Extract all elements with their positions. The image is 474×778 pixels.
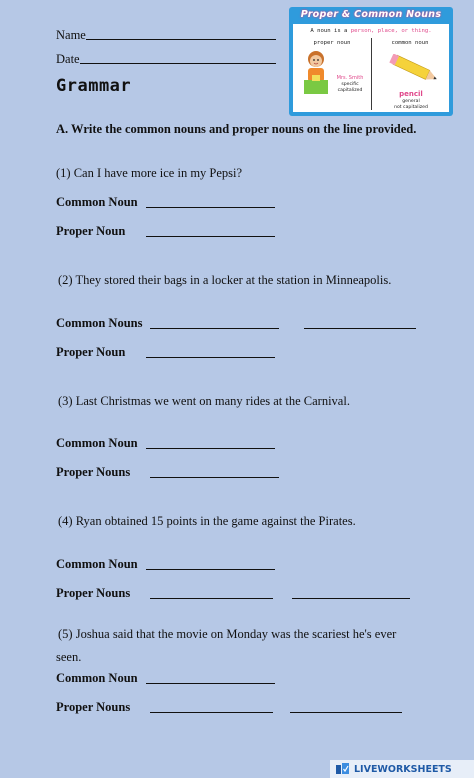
question-1-common-label: Common Noun	[56, 195, 138, 209]
nouns-poster	[289, 7, 453, 116]
question-3-common-label: Common Noun	[56, 436, 138, 450]
question-2-sentence: (2) They stored their bags in a locker at the station in Minneapolis.	[58, 273, 392, 287]
question-4-common-label: Common Noun	[56, 557, 138, 571]
question-4-sentence: (4) Ryan obtained 15 points in the game against the Pirates.	[58, 514, 356, 528]
question-3-sentence: (3) Last Christmas we went on many rides at the Carnival.	[58, 394, 350, 408]
question-2-common-label: Common Nouns	[56, 316, 143, 330]
question-4-common-answer[interactable]	[146, 569, 275, 570]
question-5-proper-answer-2[interactable]	[290, 712, 402, 713]
name-field[interactable]	[86, 39, 276, 40]
question-5-sentence-line-2: seen.	[56, 650, 82, 664]
liveworksheets-logo-icon	[336, 763, 350, 775]
poster-proper-desc-2: capitalized	[337, 88, 363, 93]
question-5-proper-label: Proper Nouns	[56, 700, 131, 714]
question-4-proper-label: Proper Nouns	[56, 586, 131, 600]
poster-title: Proper & Common Nouns	[300, 9, 442, 20]
poster-definition-prefix: A noun is a	[310, 28, 351, 34]
liveworksheets-brand: LIVEWORKSHEETS	[354, 763, 452, 775]
question-4-proper-answer-2[interactable]	[292, 598, 410, 599]
question-1-common-answer[interactable]	[146, 207, 275, 208]
question-1-proper-label: Proper Noun	[56, 224, 126, 238]
poster-card	[293, 24, 449, 112]
question-2-common-answer-2[interactable]	[304, 328, 416, 329]
question-2-proper-label: Proper Noun	[56, 345, 126, 359]
question-5-common-label: Common Noun	[56, 671, 138, 685]
poster-common-heading: common noun	[391, 40, 429, 46]
poster-proper-desc-1: specific	[341, 82, 359, 87]
question-5-proper-answer-1[interactable]	[150, 712, 273, 713]
question-1-proper-answer[interactable]	[146, 236, 275, 237]
pencil-icon	[389, 54, 441, 84]
poster-proper-example: Mrs. Smith	[336, 75, 364, 81]
poster-common-desc-1: general	[402, 99, 420, 104]
question-2-common-answer-1[interactable]	[150, 328, 279, 329]
question-3-proper-answer[interactable]	[150, 477, 279, 478]
question-2-proper-answer[interactable]	[146, 357, 275, 358]
name-label: Name	[56, 28, 86, 42]
poster-common-desc-2: not capitalized	[394, 105, 428, 110]
poster-common-example: pencil	[399, 90, 423, 98]
poster-definition	[293, 28, 449, 34]
question-4-proper-answer-1[interactable]	[150, 598, 273, 599]
poster-proper-heading: proper noun	[313, 40, 351, 46]
date-label: Date	[56, 52, 80, 66]
poster-definition-highlight: person, place, or thing.	[350, 28, 432, 34]
page-title: Grammar	[56, 76, 132, 96]
liveworksheets-badge	[330, 760, 474, 778]
question-3-common-answer[interactable]	[146, 448, 275, 449]
question-5-sentence-line-1: (5) Joshua said that the movie on Monday was the scariest he's ever	[58, 627, 397, 641]
question-3-proper-label: Proper Nouns	[56, 465, 131, 479]
question-5-common-answer[interactable]	[146, 683, 275, 684]
date-field[interactable]	[80, 63, 276, 64]
instructions: A. Write the common nouns and proper nouns on the line provided.	[56, 122, 417, 136]
teacher-icon	[301, 50, 331, 98]
poster-divider	[371, 38, 372, 110]
question-1-sentence: (1) Can I have more ice in my Pepsi?	[56, 166, 243, 180]
